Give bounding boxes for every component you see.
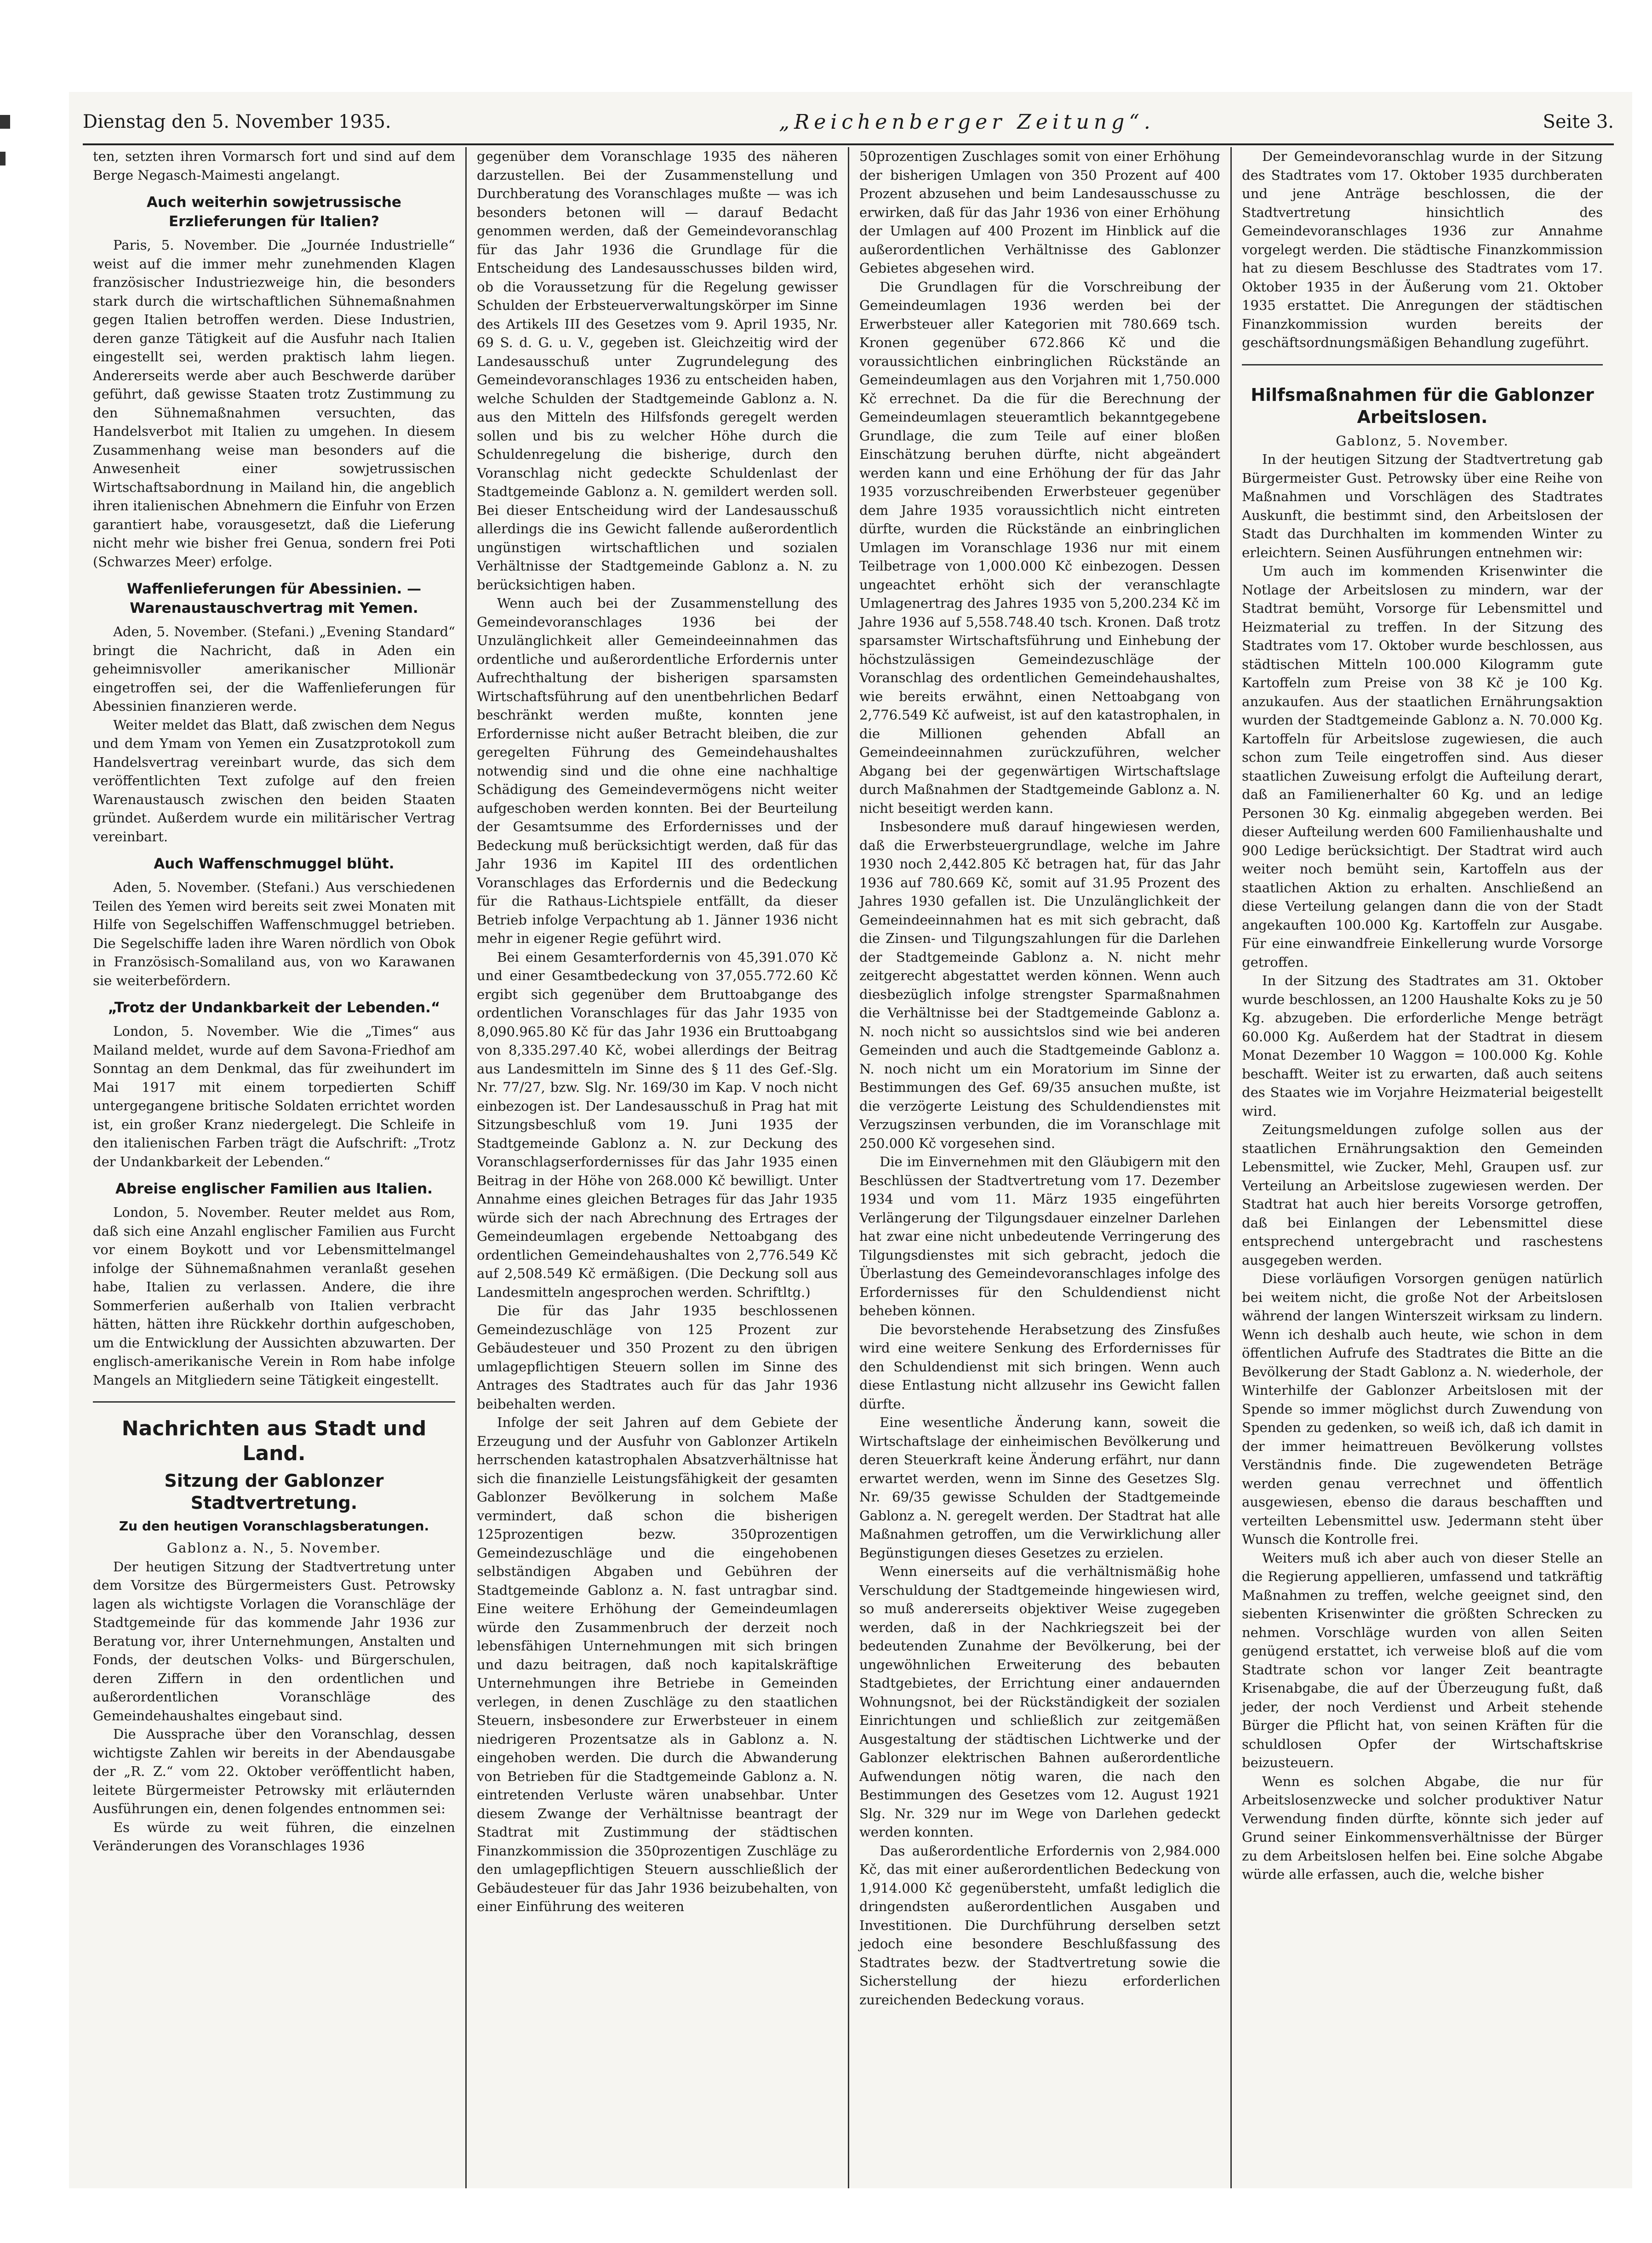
paragraph: Die im Einvernehmen mit den Gläubigern mit den Beschlüssen der Stadtvertretung vom 17. Dezember 1934 und vom 11. März 1935 eingeführten Verlängerung der Tilgungsdauer einzelner Darlehen hat zwar eine nicht unbedeutende Verringerung des Tilgungsdienstes mit sich gebracht, jedoch die Überlastung des Gemeindevoranschlages infolge des Erfordernisses für den Schuldendienst nicht beheben können. — [859, 1154, 1220, 1318]
paragraph: Das außerordentliche Erfordernis von 2,984.000 Kč, das mit einer außerordentlichen Bedeckung von 1,914.000 Kč gegenübersteht, umfaßt lediglich die dringendsten außerordentlichen Ausgaben und Investitionen. Die Durchführung derselben setzt jedoch eine besondere Beschlußfassung des Stadtrates bezw. der Stadtvertretung sowie die Sicherstellung der hiezu erforderlichen zureichenden Bedeckung voraus. — [859, 1843, 1220, 2008]
section-divider — [93, 1401, 455, 1403]
paragraph: In der Sitzung des Stadtrates am 31. Oktober wurde beschlossen, an 1200 Haushalte Koks zu je 50 Kg. abzugeben. Die erforderliche Menge beträgt 60.000 Kg. Außerdem hat der Stadtrat in diesem Monat Dezember 10 Waggon = 100.000 Kg. Kohle beschafft. Weiter ist zu erwarten, daß auch seitens des Staates wie im Vorjahre Heizmaterial beigestellt wird. — [1242, 973, 1603, 1119]
paragraph: Insbesondere muß darauf hingewiesen werden, daß die Erwerbsteuergrundlage, welche im Jahre 1930 noch 2,442.805 Kč betragen hat, für das Jahr 1936 auf 780.669 Kč, somit auf 31.95 Prozent des Jahres 1930 gefallen ist. Die Unzulänglichkeit der Gemeindeeinnahmen hat es mit sich gebracht, daß die Zinsen- und Tilgungszahlungen für die Darlehen der Stadtgemeinde Gablonz a. N. nicht mehr zeitgerecht abgestattet werden können. Wenn auch diesbezüglich infolge strengster Sparmaßnahmen die Verhältnisse bei der Stadtgemeinde Gablonz a. N. noch nicht so aussichtslos sind wie bei anderen Gemeinden und auch die Stadtgemeinde Gablonz a. N. noch nicht um ein Moratorium im Sinne der Bestimmungen des Gef. 69/35 ansuchen mußte, ist die verzögerte Leistung des Schuldendienstes mit Verzugszinsen verbunden, die im Voranschlage mit 250.000 Kč vorgesehen sind. — [859, 819, 1220, 1151]
paragraph: In der heutigen Sitzung der Stadtvertretung gab Bürgermeister Gust. Petrowsky über eine Reihe von Maßnahmen und Vorschlägen des Stadtrates Auskunft, die bestimmt sind, den Arbeitslosen der Stadt das Durchhalten im kommenden Winter zu erleichtern. Seinen Ausführungen entnehmen wir: — [1242, 451, 1603, 560]
article-subheading: Zu den heutigen Voranschlagsberatungen. — [119, 1518, 429, 1534]
newspaper-title: „Reichenberger Zeitung“. — [779, 110, 1155, 134]
dateline: Gablonz a. N., 5. November. — [166, 1540, 382, 1556]
dateline: Gablonz, 5. November. — [1336, 433, 1509, 449]
margin-mark — [0, 152, 6, 166]
page-number: Seite 3. — [1543, 111, 1614, 132]
paragraph: Weiter meldet das Blatt, daß zwischen dem Negus und dem Ymam von Yemen ein Zusatzprotokoll zum Handelsvertrag vereinbart wurde, das sich dem veröffentlichten Text zufolge auf den freien Warenaustausch zwischen den beiden Staaten gründet. Außerdem wurde ein militärischer Vertrag vereinbart. — [93, 717, 455, 845]
paragraph: Der Gemeindevoranschlag wurde in der Sitzung des Stadtrates vom 17. Oktober 1935 durchberaten und jene Anträge beschlossen, die der Stadtvertretung hinsichtlich des Gemeindevoranschlages 1936 zur Annahme vorgelegt werden. Die städtische Finanzkommission hat zu diesem Beschlusse des Stadtrates vom 17. Oktober 1935 in der Äußerung vom 21. Oktober 1935 erstattet. Die Anregungen der städtischen Finanzkommission wurden bereits der geschäftsordnungsmäßigen Behandlung zugeführt. — [1242, 148, 1603, 350]
header-date: Dienstag den 5. November 1935. — [83, 111, 391, 132]
paragraph: gegenüber dem Voranschlage 1935 des näheren darzustellen. Bei der Zusammenstellung und Durchberatung des Voranschlages mußte — was ich besonders betonen will — darauf Bedacht genommen werden, daß der Gemeindevoranschlag für das Jahr 1936 die Grundlage für die Entscheidung des Landesausschusses bilden wird, ob die Voraussetzung für die Regelung gewisser Schulden der Erbsteuerverwaltungskörper im Sinne des Artikels III des Gesetzes vom 9. April 1935, Nr. 69 S. d. G. u. V., gegeben ist. Gleichzeitig wird der Landesausschuß unter Zugrundelegung des Gemeindevoranschlages 1936 zu entscheiden haben, welche Schulden der Stadtgemeinde Gablonz a. N. aus den Mitteln des Hilfsfonds geregelt werden sollen und bis zu welcher Höhe durch die Schuldenregelung die bisherige, durch den Voranschlag nicht gedeckte Schuldenlast der Stadtgemeinde Gablonz a. N. gemildert werden soll. Bei dieser Entscheidung wird der Landesausschuß allerdings die ins Gewicht fallende außerordentlich ungünstigen wirtschaftlichen und sozialen Verhältnisse der Stadtgemeinde Gablonz a. N. zu berücksichtigen haben. — [477, 148, 838, 593]
paragraph: 50prozentigen Zuschlages somit von einer Erhöhung der bisherigen Umlagen von 350 Prozent auf 400 Prozent abzusehen und beim Landesausschusse zu erwirken, daß für das Jahr 1936 von einer Erhöhung der Umlagen auf 400 Prozent im Hinblick auf die außerordentlichen Verhältnisse des Gablonzer Gebietes abgesehen wird. — [859, 148, 1220, 276]
article-heading: Auch weiterhin sowjetrussische Erzlieferungen für Italien? — [147, 194, 401, 230]
article-heading: Hilfsmaßnahmen für die Gablonzer Arbeitslosen. — [1251, 384, 1594, 427]
article-heading: „Trotz der Undankbarkeit der Lebenden.“ — [108, 999, 440, 1016]
paragraph: Um auch im kommenden Krisenwinter die Notlage der Arbeitslosen zu mindern, war der Stadtrat bemüht, Vorsorge für Lebensmittel und Heizmaterial zu treffen. In der Sitzung des Stadtrates vom 17. Oktober wurde beschlossen, aus städtischen Mitteln 100.000 Kilogramm gute Kartoffeln zum Preise von 38 Kč je 100 Kg. anzukaufen. Aus der staatlichen Ernährungsaktion wurden der Stadtgemeinde Gablonz a. N. 70.000 Kg. Kartoffeln für Arbeitslose zugewiesen, die auch schon zum Teile eingetroffen sind. Aus dieser staatlichen Zuweisung erfolgt die Aufteilung derart, daß an Familienerhalter 60 Kg. und an ledige Personen 30 Kg. einmalig abgegeben werden. Bei dieser Aufteilung werden 600 Familienhaushalte und 900 Ledige berücksichtigt. Der Stadtrat wird auch weiter noch bemüht sein, Kartoffeln aus der staatlichen Aktion zu erhalten. Anschließend an diese Verteilung gelangen dann die von der Stadt angekauften 100.000 Kg. Kartoffeln zur Ausgabe. Für eine einwandfreie Einkellerung wurde Vorsorge getroffen. — [1242, 563, 1603, 970]
margin-mark — [0, 115, 10, 129]
paragraph: Der heutigen Sitzung der Stadtvertretung unter dem Vorsitze des Bürgermeisters Gust. Petrowsky lagen als wichtigste Vorlagen die Voranschläge der Stadtgemeinde für das kommende Jahr 1936 zur Beratung vor, ihrer Unternehmungen, Anstalten und Fonds, der deutschen Volks- und Bürgerschulen, deren Ziffern in den ordentlichen und außerordentlichen Voranschläge des Gemeindehaushaltes eingebaut sind. — [93, 1558, 455, 1724]
paragraph: Diese vorläufigen Vorsorgen genügen natürlich bei weitem nicht, die große Not der Arbeitslosen während der langen Winterszeit wirksam zu lindern. Wenn ich deshalb auch heute, wie schon in dem öffentlichen Aufrufe des Stadtrates die Bitte an die Bevölkerung der Stadt Gablonz a. N. wiederhole, der Winterhilfe der Gablonzer Arbeitslosen mit der Spende so immer möglichst durch Zuwendung von Spenden zu gedenken, so weiß ich, daß ich damit in der immer heimattreuen Bevölkerung vollstes Verständnis finde. Die zugewendeten Beträge werden genau verrechnet und öffentlich ausgewiesen, ebenso die daraus beschafften und verteilten Lebensmittel usw. Jedermann steht über Wunsch die Kontrolle frei. — [1242, 1271, 1603, 1547]
section-heading: Nachrichten aus Stadt und Land. — [121, 1417, 427, 1465]
paragraph: Paris, 5. November. Die „Journée Industrielle“ weist auf die immer mehr zunehmenden Klagen französischer Industriezweige hin, die besonders stark durch die wirtschaftlichen Sühnemaßnahmen gegen Italien betroffen werden. Diese Industrien, deren ganze Tätigkeit auf die Ausfuhr nach Italien eingestellt sei, werden praktisch lahm liegen. Andererseits werde aber auch Beschwerde darüber geführt, daß gewisse Staaten trotz Zustimmung zu den Sühnemaßnahmen versuchten, das Handelsverbot mit Italien zu umgehen. In diesem Zusammenhang weise man besonders auf die Anwesenheit einer sowjetrussischen Wirtschaftsabordnung in Mailand hin, die angeblich ihren italienischen Abnehmern die Einfuhr von Erzen garantiert habe, vorausgesetzt, daß die Lieferung nicht mehr wie bisher frei Genua, sondern frei Poti (Schwarzes Meer) erfolge. — [93, 237, 455, 570]
paragraph: Die Aussprache über den Voranschlag, dessen wichtigste Zahlen wir bereits in der Abendausgabe der „R. Z.“ vom 22. Oktober veröffentlicht haben, leitete Bürgermeister Petrowsky mit erläuternden Ausführungen ein, denen folgendes entnommen sei: — [93, 1726, 455, 1816]
paragraph: Wenn es solchen Abgabe, die nur für Arbeitslosenzwecke und solcher produktiver Natur Verwendung finden dürfte, könnte sich jeder auf Grund seiner Einkommensverhältnisse der Bürger zu dem Arbeitslosen helfen bei. Eine solche Abgabe würde alle erfassen, auch die, welche bisher — [1242, 1773, 1603, 1882]
article-heading: Waffenlieferungen für Abessinien. — Warenaustauschvertrag mit Yemen. — [126, 581, 422, 616]
paragraph: Die für das Jahr 1935 beschlossenen Gemeindezuschläge von 125 Prozent zur Gebäudesteuer und 350 Prozent zu den übrigen umlagepflichtigen Steuern sollen im Sinne des Antrages des Stadtrates auch für das Jahr 1936 beibehalten werden. — [477, 1303, 838, 1412]
column-1 — [83, 147, 465, 2188]
article-columns — [83, 147, 1614, 2188]
column-3 — [848, 147, 1230, 2188]
paragraph: London, 5. November. Wie die „Times“ aus Mailand meldet, wurde auf dem Savona-Friedhof am Sonntag an dem Denkmal, das für zweihundert im Mai 1917 mit einem torpedierten Schiff untergegangene britische Soldaten errichtet worden ist, ein großer Kranz niedergelegt. Die Schleife in den italienischen Farben trägt die Aufschrift: „Trotz der Undankbarkeit der Lebenden.“ — [93, 1023, 455, 1170]
paragraph: Wenn einerseits auf die verhältnismäßig hohe Verschuldung der Stadtgemeinde hingewiesen wird, so muß andererseits objektiver Weise zugegeben werden, daß in der Nachkriegszeit bei der bedeutenden Zunahme der Bevölkerung, bei der ungewöhnlichen Erweiterung des bebauten Stadtgebietes, der Errichtung einer andauernden Wohnungsnot, bei der Rückständigkeit der sozialen Einrichtungen und schließlich zur zeitgemäßen Ausgestaltung der städtischen Lichtwerke und der Gablonzer elektrischen Bahnen außerordentliche Aufwendungen nötig waren, die nach den Bestimmungen des Gesetzes vom 12. August 1921 Slg. Nr. 329 nur im Wege von Darlehen gedeckt werden konnten. — [859, 1564, 1220, 1840]
paragraph: Weiters muß ich aber auch von dieser Stelle an die Regierung appellieren, umfassend und tatkräftig Maßnahmen zu treffen, welche geeignet sind, den siebenten Krisenwinter die größten Schrecken zu nehmen. Vorschläge wurden von allen Seiten genügend erstattet, ich verweise bloß auf die vom Stadtrate schon vor langer Zeit beantragte Krisenabgabe, die auf der Überzeugung fußt, daß jeder, der noch Verdienst und Arbeit stehende Bürger die Pflicht hat, von seinen Kräften für die schuldlosen Opfer der Wirtschaftskrise beizusteuern. — [1242, 1550, 1603, 1770]
paragraph: Wenn auch bei der Zusammenstellung des Gemeindevoranschlages 1936 bei der Unzulänglichkeit aller Gemeindeeinnahmen das ordentliche und außerordentliche Erfordernis unter Aufrechthaltung der bisherigen sparsamsten Wirtschaftsführung auf den unentbehrlichen Bedarf beschränkt werden mußte, konnten jene Erfordernisse nicht außer Betracht bleiben, die zur geregelten Führung des Gemeindehaushaltes notwendig sind und die ohne eine nachhaltige Schädigung des Gemeindevermögens nicht weiter aufgeschoben werden konnten. Bei der Beurteilung der Gesamtsumme des Erfordernisses und der Bedeckung muß berücksichtigt werden, daß für das Jahr 1936 im Kapitel III des ordentlichen Voranschlages das Erfordernis und die Bedeckung für die Rathaus-Lichtspiele entfällt, da dieser Betrieb infolge Verpachtung ab 1. Jänner 1936 nicht mehr in eigener Regie geführt wird. — [477, 595, 838, 946]
article-heading: Auch Waffenschmuggel blüht. — [154, 856, 394, 872]
paragraph: London, 5. November. Reuter meldet aus Rom, daß sich eine Anzahl englischer Familien aus Furcht vor einem Boykott und vor Lebensmittelmangel infolge der Sühnemaßnahmen veranlaßt gesehen habe, Italien zu verlassen. Andere, die ihre Sommerferien außerhalb von Italien verbracht hätten, hätten ihre Rückkehr dorthin aufgeschoben, um die Entwicklung der Aussichten abzuwarten. Der englisch-amerikanische Verein in Rom habe infolge Mangels an Mitgliedern seine Tätigkeit eingestellt. — [93, 1204, 455, 1388]
column-2 — [465, 147, 848, 2188]
page-header — [83, 106, 1614, 145]
paragraph: Eine wesentliche Änderung kann, soweit die Wirtschaftslage der einheimischen Bevölkerung und deren Steuerkraft keine Änderung erfährt, nur dann erwartet werden, wenn im Sinne des Gesetzes Slg. Nr. 69/35 gewisse Schulden der Stadtgemeinde Gablonz a. N. geregelt werden. Der Stadtrat hat alle Maßnahmen getroffen, um die Verwirklichung aller Begünstigungen dieses Gesetzes zu erzielen. — [859, 1415, 1220, 1561]
paragraph: Die Grundlagen für die Vorschreibung der Gemeindeumlagen 1936 werden bei der Erwerbsteuer aller Kategorien mit 780.669 tsch. Kronen gegenüber 672.866 Kč und die voraussichtlichen einbringlichen Rückstände an Gemeindeumlagen aus den Vorjahren mit 1,750.000 Kč errechnet. Da die für die Berechnung der Gemeindeumlagen steueramtlich bekanntgegebene Grundlage, die zum Teile auf einer bloßen Einschätzung beruhen dürfte, nicht abgeändert werden kann und eine Erhöhung der für das Jahr 1935 vorzuschreibenden Erwerbsteuer gegenüber dem Jahre 1935 voraussichtlich nicht eintreten dürfte, wurden die Rückstände an einbringlichen Umlagen im Voranschlage 1936 nur mit einem Teilbetrage von 1,000.000 Kč einbezogen. Dessen ungeachtet erhöht sich der veranschlagte Umlagenertrag des Jahres 1935 von 5,200.234 Kč im Jahre 1936 auf 5,558.748.40 tsch. Kronen. Daß trotz sparsamster Wirtschaftsführung und Einhebung der höchstzulässigen Gemeindezuschläge der Voranschlag des ordentlichen Gemeindehaushaltes, wie bereits erwähnt, einen Nettoabgang von 2,776.549 Kč aufweist, ist auf den katastrophalen, in die Millionen gehenden Abfall an Gemeindeeinnahmen zurückzuführen, welcher Abgang bei der gegenwärtigen Wirtschaftslage durch Maßnahmen der Stadtgemeinde Gablonz a. N. nicht beseitigt werden kann. — [859, 279, 1220, 816]
paragraph: Bei einem Gesamterfordernis von 45,391.070 Kč und einer Gesamtbedeckung von 37,055.772.60 Kč ergibt sich gegenüber dem Bruttoabgange des ordentlichen Voranschlages für das Jahr 1935 von 8,090.965.80 Kč für das Jahr 1936 ein Bruttoabgang von 8,335.297.40 Kč, wobei allerdings der Beitrag aus Landesmitteln im Sinne des § 11 des Gef.-Slg. Nr. 77/27, bzw. Slg. Nr. 169/30 im Kap. V noch nicht einbezogen ist. Der Landesausschuß in Prag hat mit Sitzungsbeschluß vom 19. Juni 1935 der Stadtgemeinde Gablonz a. N. zur Deckung des Voranschlagserfordernisses für das Jahr 1935 einen Beitrag in der Höhe von 268.000 Kč bewilligt. Unter Annahme eines gleichen Betrages für das Jahr 1935 würde sich der nach Abrechnung des Ertrages der Gemeindeumlagen ergebende Nettoabgang des ordentlichen Gemeindehaushaltes von 2,776.549 Kč auf 2,508.549 Kč ermäßigen. (Die Deckung soll aus Landesmitteln angesprochen werden. Schriftltg.) — [477, 949, 838, 1300]
paragraph: ten, setzten ihren Vormarsch fort und sind auf dem Berge Negasch-Maimesti angelangt. — [93, 148, 455, 183]
section-divider — [1242, 364, 1603, 365]
paragraph: Die bevorstehende Herabsetzung des Zinsfußes wird eine weitere Senkung des Erfordernisses für den Schuldendienst mit sich bringen. Wenn auch diese Entlastung nicht allzusehr ins Gewicht fallen dürfte. — [859, 1321, 1220, 1412]
column-4 — [1230, 147, 1613, 2188]
paragraph: Aden, 5. November. (Stefani.) Aus verschiedenen Teilen des Yemen wird bereits seit zwei Monaten mit Hilfe von Segelschiffen Waffenschmuggel betrieben. Die Segelschiffe laden ihre Waren nördlich von Obok in Französisch-Somaliland aus, von wo Karawanen sie weiterbefördern. — [93, 879, 455, 988]
paragraph: Es würde zu weit führen, die einzelnen Veränderungen des Voranschlages 1936 — [93, 1819, 455, 1854]
article-heading: Abreise englischer Familien aus Italien. — [115, 1181, 433, 1197]
article-heading: Sitzung der Gablonzer Stadtvertretung. — [164, 1471, 384, 1513]
paragraph: Aden, 5. November. (Stefani.) „Evening Standard“ bringt die Nachricht, daß in Aden ein geheimnisvoller amerikanischer Millionär eingetroffen sei, der die Waffenlieferungen für Abessinien finanzieren werde. — [93, 624, 455, 714]
paragraph: Infolge der seit Jahren auf dem Gebiete der Erzeugung und der Ausfuhr von Gablonzer Artikeln herrschenden katastrophalen Absatzverhältnisse hat sich die finanzielle Leistungsfähigkeit der gesamten Gablonzer Bevölkerung in solchem Maße vermindert, daß schon die bisherigen 125prozentigen bezw. 350prozentigen Gemeindezuschläge und die eingehobenen selbständigen Abgaben und Gebühren der Stadtgemeinde Gablonz a. N. fast untragbar sind. Eine weitere Erhöhung der Gemeindeumlagen würde den Zusammenbruch der derzeit noch lebensfähigen Unternehmungen mit sich bringen und dazu beitragen, daß noch kapitalskräftige Unternehmungen ihre Betriebe in Gemeinden verlegen, in denen Zuschläge zu den staatlichen Steuern, insbesondere zur Erwerbsteuer in einem niedrigeren Prozentsatze als in Gablonz a. N. eingehoben werden. Die durch die Abwanderung von Betrieben für die Stadtgemeinde Gablonz a. N. eintretenden Verluste wären unabsehbar. Unter diesem Zwange der Verhältnisse beantragt der Stadtrat mit Zustimmung der städtischen Finanzkommission die 350prozentigen Zuschläge zu den umlagepflichtigen Steuern ausschließlich der Gebäudesteuer für das Jahr 1936 beizubehalten, von einer Einführung des weiteren — [477, 1415, 838, 1914]
paragraph: Zeitungsmeldungen zufolge sollen aus der staatlichen Ernährungsaktion den Gemeinden Lebensmittel, wie Zucker, Mehl, Graupen usf. zur Verteilung an Arbeitslose zugewiesen werden. Der Stadtrat hat auch hier bereits Vorsorge getroffen, daß bei Einlangen der Lebensmittel diese entsprechend untergebracht und raschestens ausgegeben werden. — [1242, 1122, 1603, 1268]
